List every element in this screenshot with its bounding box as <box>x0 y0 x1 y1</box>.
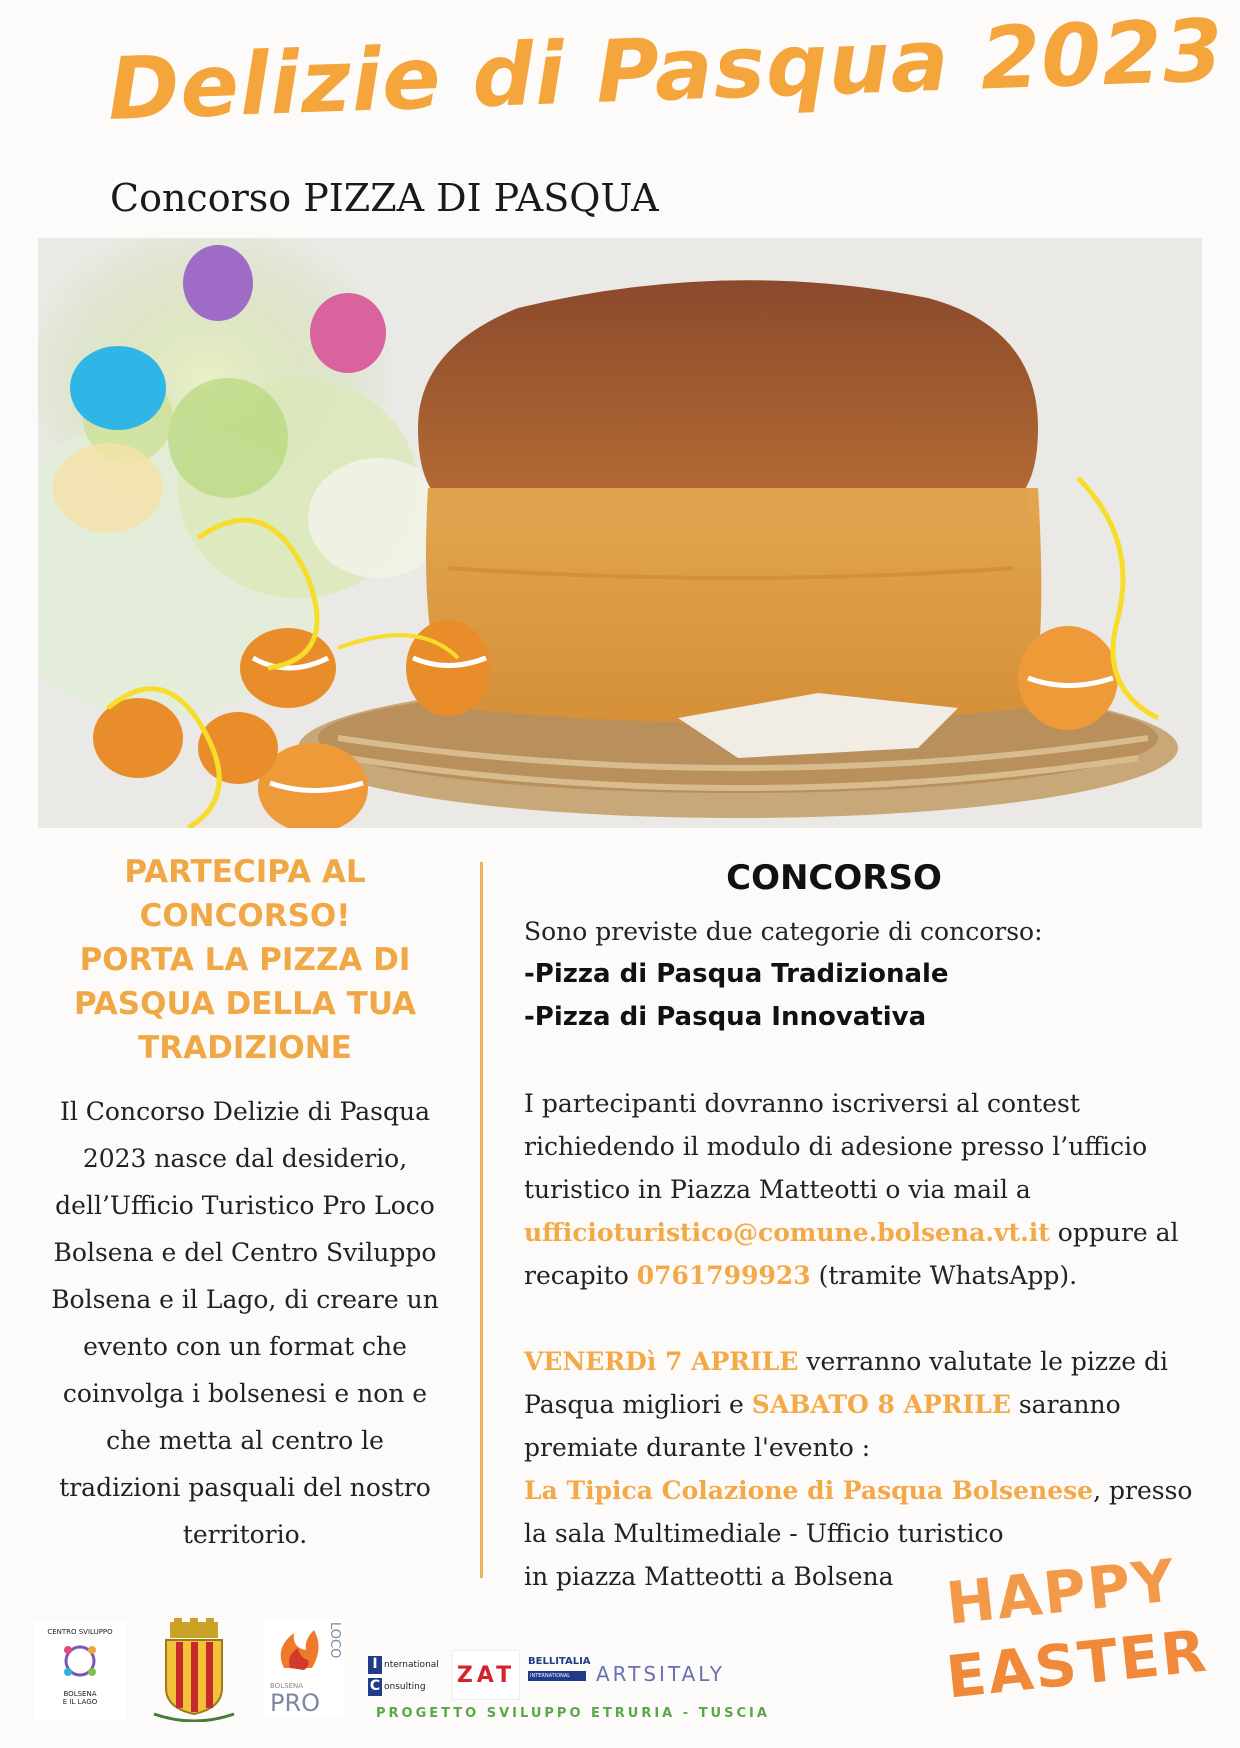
category-traditional: -Pizza di Pasqua Tradizionale <box>524 959 949 989</box>
registration-line: turistico in Piazza Matteotti o via mail a <box>524 1175 1031 1204</box>
categories-intro: Sono previste due categorie di concorso: <box>524 917 1043 946</box>
judging-date: VENERDì 7 APRILE <box>524 1347 799 1376</box>
cta-line: TRADIZIONE <box>138 1030 352 1066</box>
schedule-text: saranno <box>1010 1390 1121 1419</box>
easter-text: EASTER <box>943 1616 1211 1712</box>
award-date: SABATO 8 APRILE <box>751 1390 1011 1419</box>
description-line: dell’Ufficio Turistico Pro Loco <box>55 1191 435 1220</box>
schedule-text: Pasqua migliori e <box>524 1390 752 1419</box>
call-to-action-heading <box>50 850 440 1070</box>
page-title: Delizie di Pasqua 2023 <box>106 1 1226 140</box>
hero-image <box>38 238 1202 828</box>
categories-section <box>524 910 1164 1039</box>
description-line: tradizioni pasquali del nostro <box>59 1473 431 1502</box>
description-line: evento con un format che <box>83 1332 407 1361</box>
page-subtitle: Concorso PIZZA DI PASQUA <box>110 176 659 220</box>
registration-text: oppure al <box>1049 1218 1179 1247</box>
centro-sviluppo-label: CENTRO SVILUPPO <box>47 1628 113 1636</box>
ic-i-icon: I <box>368 1656 382 1674</box>
concorso-heading: CONCORSO <box>726 858 942 898</box>
registration-text: (tramite WhatsApp). <box>810 1261 1078 1290</box>
registration-line: I partecipanti dovranno iscriversi al contest <box>524 1089 1080 1118</box>
zat-logo <box>452 1650 520 1700</box>
email-link[interactable]: ufficioturistico@comune.bolsena.vt.it <box>524 1218 1050 1247</box>
crest-icon <box>148 1618 240 1722</box>
ic-line2: onsulting <box>384 1682 426 1692</box>
pizza-di-pasqua-photo <box>38 238 1202 828</box>
ic-c-icon: C <box>369 1678 381 1694</box>
description-line: Bolsena e del Centro Sviluppo <box>53 1238 437 1267</box>
category-innovative: -Pizza di Pasqua Innovativa <box>524 1002 927 1032</box>
description-line: territorio. <box>182 1520 308 1549</box>
description-line: coinvolga i bolsenesi e non e <box>62 1379 428 1408</box>
schedule-line: in piazza Matteotti a Bolsena <box>524 1562 894 1591</box>
centro-sviluppo-bolsena: BOLSENA <box>63 1690 97 1698</box>
zat-label: ZAT <box>456 1662 516 1688</box>
registration-text: recapito <box>524 1261 637 1290</box>
schedule-line: la sala Multimediale - Ufficio turistico <box>524 1519 1004 1548</box>
schedule-line <box>524 1340 1168 1383</box>
proloco-logo <box>264 1618 344 1718</box>
registration-line <box>524 1254 1164 1297</box>
centro-sviluppo-logo <box>34 1622 126 1720</box>
belliitalia-sub: INTERNATIONAL <box>528 1671 586 1681</box>
proloco-pro: PRO <box>270 1689 321 1717</box>
happy-easter-graphic <box>940 1546 1211 1716</box>
belliitalia-logo <box>528 1656 591 1696</box>
belliitalia-label: BELLITALIA <box>528 1656 591 1667</box>
event-name: La Tipica Colazione di Pasqua Bolsenese <box>524 1476 1094 1505</box>
description-line: 2023 nasce dal desiderio, <box>82 1144 408 1173</box>
cta-line: PARTECIPA AL <box>124 854 366 890</box>
ic-line1: nternational <box>384 1660 439 1670</box>
column-divider <box>480 862 483 1578</box>
schedule-line: premiate durante l'evento : <box>524 1433 871 1462</box>
centro-sviluppo-lago: E IL LAGO <box>62 1698 98 1706</box>
network-icon <box>34 1636 126 1686</box>
cta-line: CONCORSO! <box>139 898 351 934</box>
cta-line: PORTA LA PIZZA DI <box>79 942 411 978</box>
description-line: Bolsena e il Lago, di creare un <box>51 1285 439 1314</box>
description-line: Il Concorso Delizie di Pasqua <box>59 1097 431 1126</box>
schedule-text: , presso <box>1093 1476 1193 1505</box>
proloco-loco: LOCO <box>327 1622 342 1659</box>
registration-line <box>524 1211 1179 1254</box>
international-consulting-logo <box>368 1656 446 1702</box>
schedule-text: verranno valutate le pizze di <box>798 1347 1168 1376</box>
schedule-line <box>524 1383 1164 1426</box>
description-line: che metta al centro le <box>106 1426 384 1455</box>
registration-paragraph <box>524 1082 1179 1297</box>
comune-crest-logo <box>148 1618 240 1722</box>
description-paragraph <box>40 1088 450 1558</box>
phone-number[interactable]: 0761799923 <box>636 1261 811 1290</box>
cta-line: PASQUA DELLA TUA <box>73 986 417 1022</box>
schedule-line <box>524 1469 1193 1512</box>
happy-text: HAPPY <box>943 1546 1180 1638</box>
proloco-bolsena: BOLSENA <box>270 1682 303 1690</box>
artsitaly-logo: ARTSITALY <box>596 1662 725 1686</box>
project-caption: PROGETTO SVILUPPO ETRURIA - TUSCIA <box>376 1706 770 1721</box>
registration-line: richiedendo il modulo di adesione presso l’ufficio <box>524 1132 1148 1161</box>
